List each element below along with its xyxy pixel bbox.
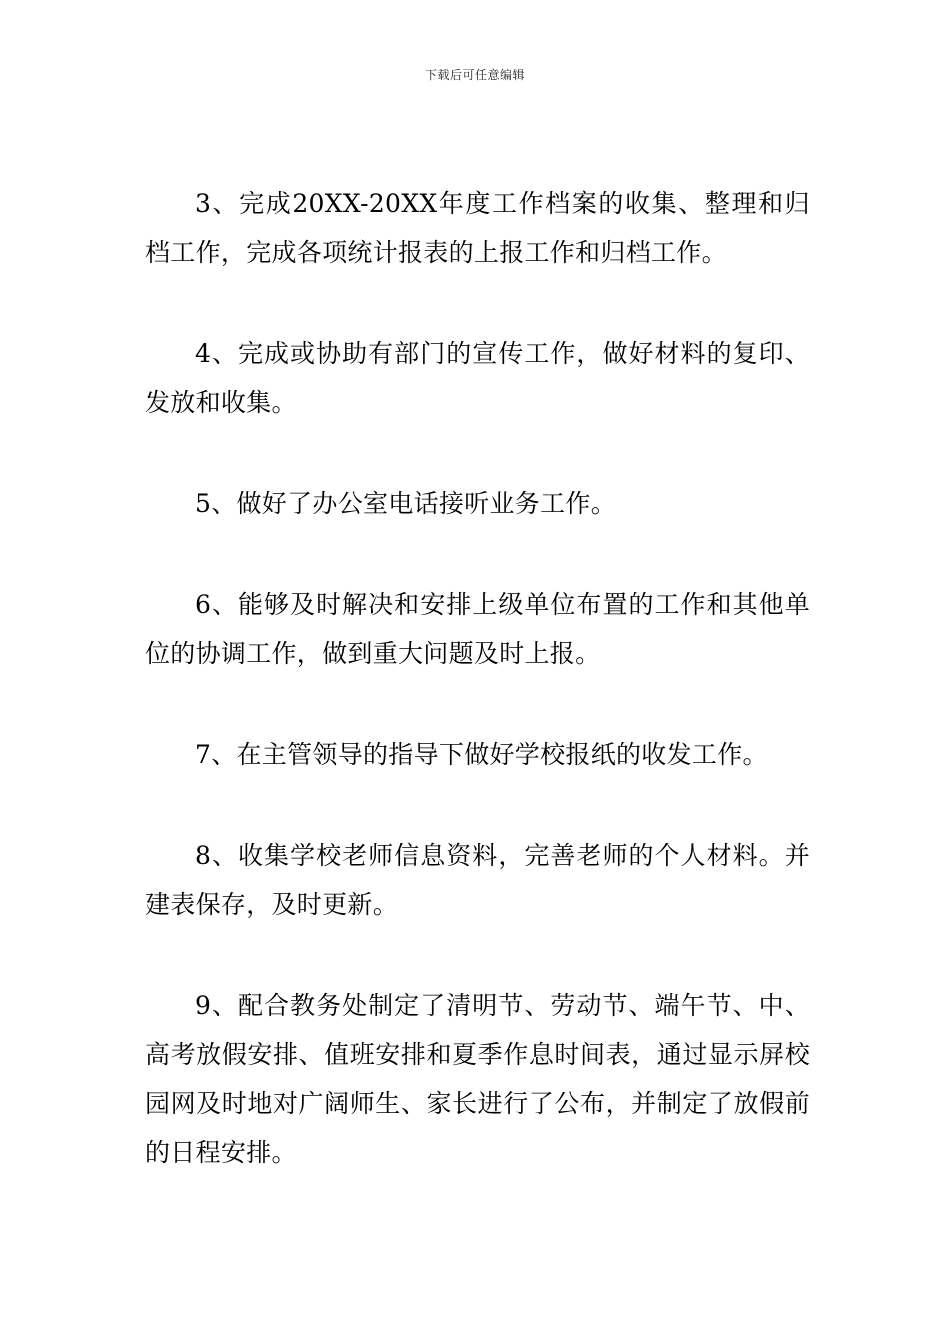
- paragraph-item-7: 7、在主管领导的指导下做好学校报纸的收发工作。: [195, 740, 768, 769]
- paragraph-item-8: 8、收集学校老师信息资料，完善老师的个人材料。并建表保存，及时更新。: [145, 841, 810, 919]
- paragraph-item-9: 9、配合教务处制定了清明节、劳动节、端午节、中、高考放假安排、值班安排和夏季作息时间表，通过显示屏校园网及时地对广阔师生、家长进行了公布，并制定了放假前的日程安排。: [145, 991, 810, 1167]
- document-body: [145, 179, 810, 1177]
- paragraph-item-4: 4、完成或协助有部门的宣传工作，做好材料的复印、发放和收集。: [145, 339, 810, 417]
- page-header: 下载后可任意编辑: [424, 68, 525, 82]
- paragraph-item-5: 5、做好了办公室电话接听业务工作。: [195, 489, 617, 518]
- paragraph-item-3: 3、完成20XX-20XX年度工作档案的收集、整理和归档工作，完成各项统计报表的上报工作和归档工作。: [145, 189, 810, 267]
- paragraph-item-6: 6、能够及时解决和安排上级单位布置的工作和其他单位的协调工作，做到重大问题及时上报。: [145, 590, 810, 668]
